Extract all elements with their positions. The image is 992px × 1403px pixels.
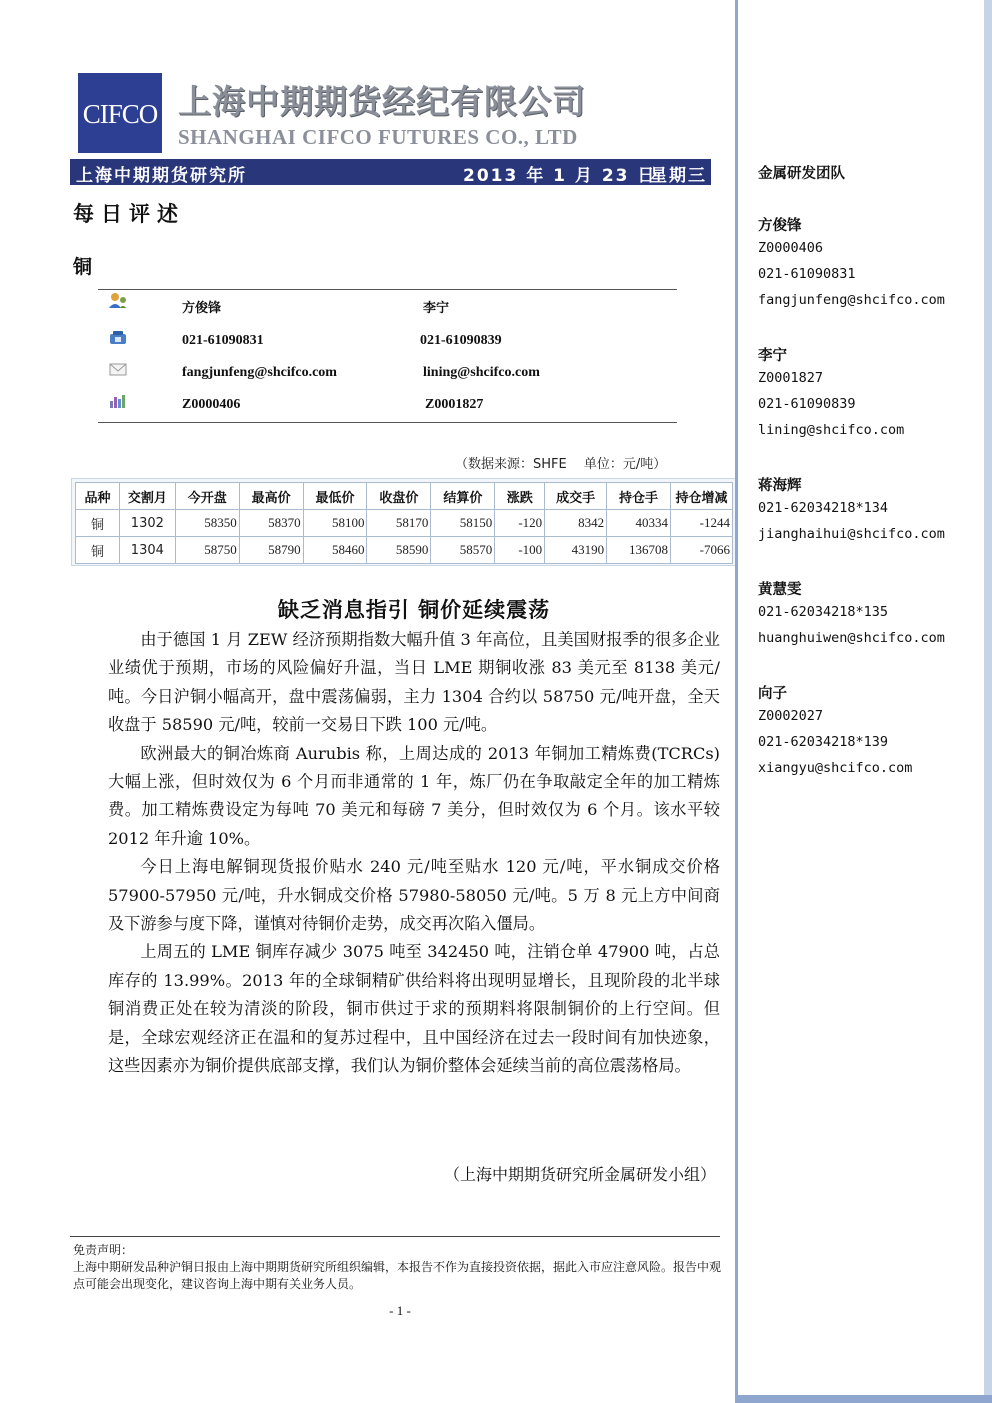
member-name: 向子 xyxy=(758,686,787,702)
member-license: Z0000406 xyxy=(758,240,824,256)
team-title: 金属研发团队 xyxy=(758,166,845,182)
table-header: 结算价 xyxy=(431,483,495,510)
table-cell: -100 xyxy=(495,537,545,564)
member-phone: 021-61090839 xyxy=(758,396,856,412)
report-weekday: 星期三 xyxy=(650,166,707,186)
table-cell: 58790 xyxy=(239,537,303,564)
company-logo xyxy=(78,73,162,153)
member-license: Z0001827 xyxy=(758,370,824,386)
sidebar-shadow xyxy=(984,0,992,1403)
member-phone: 021-61090831 xyxy=(758,266,856,282)
table-cell: 58170 xyxy=(367,510,431,537)
table-cell: 铜 xyxy=(76,510,120,537)
table-header: 交割月 xyxy=(119,483,175,510)
table-cell: 58460 xyxy=(303,537,367,564)
table-cell: 58590 xyxy=(367,537,431,564)
table-header: 最低价 xyxy=(303,483,367,510)
table-header: 最高价 xyxy=(239,483,303,510)
table-cell: 43190 xyxy=(545,537,607,564)
member-name: 黄慧雯 xyxy=(758,582,802,598)
report-date: 2013 年 1 月 23 日 xyxy=(463,166,657,186)
table-cell: 58350 xyxy=(175,510,239,537)
table-cell: 58750 xyxy=(175,537,239,564)
table-cell: 136708 xyxy=(607,537,671,564)
member-email[interactable]: jianghaihui@shcifco.com xyxy=(758,526,945,542)
article-paragraph: 由于德国 1 月 ZEW 经济预期指数大幅升值 3 年高位，且美国财报季的很多企业业绩优于预期，市场的风险偏好升温，当日 LME 期铜收涨 83 美元至 8138 美元/吨。今日沪铜小幅高开，盘中震荡偏弱，主力 1304 合约以 58750 元/吨开盘，全天收盘于 58590 元/吨，较前一交易日下跌 100 元/吨。 xyxy=(108,630,720,735)
member-name: 李宁 xyxy=(758,348,787,364)
disclaimer-text: 上海中期研发品种沪铜日报由上海中期期货研究所组织编辑，本报告不作为直接投资依据，据此入市应注意风险。报告中观点可能会出现变化，建议咨询上海中期有关业务人员。 xyxy=(73,1260,722,1291)
article-title: 缺乏消息指引 铜价延续震荡 xyxy=(277,598,551,622)
divider xyxy=(98,289,677,290)
analyst-email: fangjunfeng@shcifco.com xyxy=(182,365,337,380)
table-cell: 40334 xyxy=(607,510,671,537)
analyst-phone: 021-61090831 xyxy=(182,333,264,348)
analyst-license: Z0001827 xyxy=(425,397,484,412)
member-email[interactable]: xiangyu@shcifco.com xyxy=(758,760,913,776)
table-header-row xyxy=(76,483,733,510)
table-cell: 8342 xyxy=(545,510,607,537)
table-cell: 铜 xyxy=(76,537,120,564)
analyst-name: 李宁 xyxy=(423,301,450,316)
table-header: 收盘价 xyxy=(367,483,431,510)
table-cell: 58570 xyxy=(431,537,495,564)
section-title: 每日评述 xyxy=(73,202,185,226)
member-email[interactable]: fangjunfeng@shcifco.com xyxy=(758,292,945,308)
header-bar xyxy=(70,159,711,185)
analyst-name: 方俊锋 xyxy=(182,301,222,316)
company-name-cn: 上海中期期货经纪有限公司 xyxy=(178,82,586,121)
member-email[interactable]: huanghuiwen@shcifco.com xyxy=(758,630,945,646)
logo-text: CIFCO xyxy=(82,99,158,129)
analyst-phone: 021-61090839 xyxy=(420,333,502,348)
table-cell: 58150 xyxy=(431,510,495,537)
disclaimer xyxy=(73,1242,721,1293)
license-icon xyxy=(108,393,128,409)
person-icon xyxy=(108,292,128,308)
table-cell: -1244 xyxy=(671,510,733,537)
article-paragraph: 今日上海电解铜现货报价贴水 240 元/吨至贴水 120 元/吨，平水铜成交价格 57900-57950 元/吨，升水铜成交价格 57980-58050 元/吨。5 万 8 元上方中间商及下游参与度下降，谨慎对待铜价走势，成交再次陷入僵局。 xyxy=(108,857,720,934)
member-phone: 021-62034218*134 xyxy=(758,500,889,516)
analyst-license: Z0000406 xyxy=(182,397,241,412)
price-table xyxy=(71,478,737,566)
footer-divider xyxy=(70,1236,720,1237)
table-cell: 1302 xyxy=(119,510,175,537)
institute-name: 上海中期期货研究所 xyxy=(76,166,247,186)
article-paragraph: 欧洲最大的铜冶炼商 Aurubis 称，上周达成的 2013 年铜加工精炼费(TCRCs)大幅上涨，但时效仅为 6 个月而非通常的 1 年，炼厂仍在争取敲定全年的加工精炼费。加工精炼费设定为每吨 70 美元和每磅 7 美分，但时效仅为 6 个月。该水平较 2012 年升逾 10%。 xyxy=(108,743,720,848)
member-phone: 021-62034218*139 xyxy=(758,734,889,750)
table-cell: 58370 xyxy=(239,510,303,537)
divider xyxy=(98,422,677,423)
article-paragraph: 上周五的 LME 铜库存减少 3075 吨至 342450 吨，注销仓单 47900 吨，占总库存的 13.99%。2013 年的全球铜精矿供给料将出现明显增长，且现阶段的北半球铜消费正处在较为清淡的阶段，铜市供过于求的预期料将限制铜价的上行空间。但是，全球宏观经济正在温和的复苏过程中，且中国经济在过去一段时间有加快迹象，这些因素亦为铜价提供底部支撑，我们认为铜价整体会延续当前的高位震荡格局。 xyxy=(108,942,720,1076)
product-name: 铜 xyxy=(73,256,93,278)
table-row xyxy=(76,510,733,537)
table-row xyxy=(76,537,733,564)
article-signature: （上海中期期货研究所金属研发小组） xyxy=(443,1165,716,1184)
article-body xyxy=(108,626,720,1081)
table-cell: 58100 xyxy=(303,510,367,537)
email-icon xyxy=(108,361,128,377)
table-header: 涨跌 xyxy=(495,483,545,510)
member-name: 蒋海辉 xyxy=(758,478,802,494)
member-license: Z0002027 xyxy=(758,708,824,724)
disclaimer-title: 免责声明： xyxy=(73,1243,134,1257)
member-name: 方俊锋 xyxy=(758,218,802,234)
table-header: 品种 xyxy=(76,483,120,510)
analyst-email: lining@shcifco.com xyxy=(423,365,540,380)
company-name-en: SHANGHAI CIFCO FUTURES CO., LTD xyxy=(178,125,578,149)
member-phone: 021-62034218*135 xyxy=(758,604,889,620)
sidebar-shadow xyxy=(735,1395,992,1403)
table-cell: 1304 xyxy=(119,537,175,564)
data-source: （数据来源：SHFE 单位：元/吨） xyxy=(455,457,667,472)
page-number: - 1 - xyxy=(389,1303,411,1318)
price-table-grid xyxy=(75,482,733,564)
table-cell: -120 xyxy=(495,510,545,537)
table-header: 持仓增减 xyxy=(671,483,733,510)
table-header: 成交手 xyxy=(545,483,607,510)
table-header: 持仓手 xyxy=(607,483,671,510)
phone-icon xyxy=(108,330,128,346)
member-email[interactable]: lining@shcifco.com xyxy=(758,422,905,438)
table-header: 今开盘 xyxy=(175,483,239,510)
table-cell: -7066 xyxy=(671,537,733,564)
